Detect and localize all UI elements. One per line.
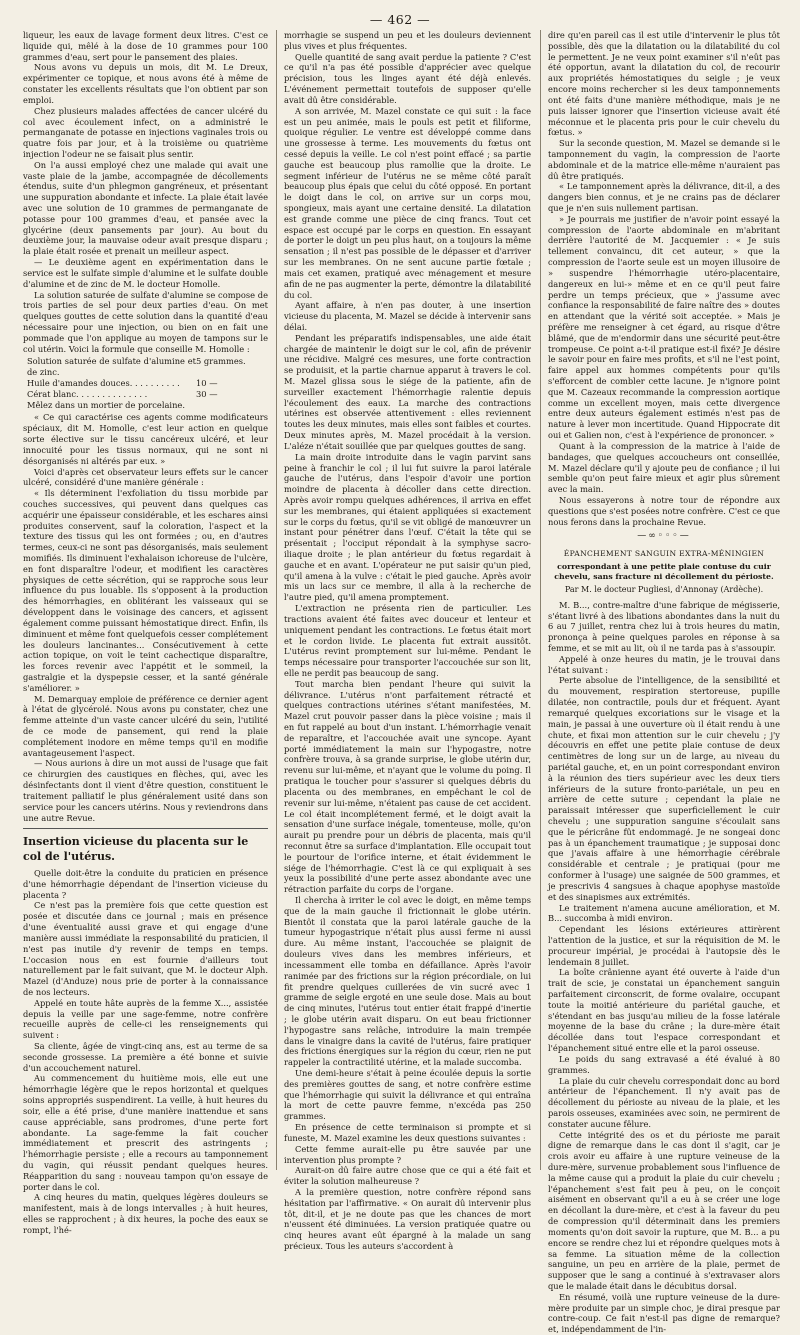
- paragraph: La plaie du cuir chevelu correspondait donc au bord antérieur de l'épanchement. Il n'y avait pas de décollement du périoste au niveau de la plaie, et les parois osseuses, examinées avec soin, ne permirent de constater aucune fêlure.: [548, 1075, 780, 1129]
- paragraph: « Ils déterminent l'exfoliation du tissu morbide par couches successives, qui peuvent dans quelques cas acquérir une épaisseur considérable, et les eschares ainsi produites conservent, sauf la coloration, l'aspect et la texture des tissus qui les ont formées ; ou, en d'autres termes, ceux-ci ne sont pas désorganisés, mais seulement momifiés. Ils diminuent l'exhalaison ichoreuse de l'ulcère, en font disparaître l'odeur, et modifient les caractères physiques de cette sécrétion, qui se rapproche sous leur influence du pus louable. Ils s'opposent à la production des hémorrhagies, en oblitérant les vaisseaux qui se développent dans le voisinage des cancers, et agissent également comme puissant hémostatique direct. Enfin, ils diminuent et même font quelquefois cesser complétement les douleurs lancinantes... Consécutivement à cette action topique, on voit le teint cachectique disparaître, les forces revenir avec l'appétit et le sommeil, la gastralgie et la dyspepsie cesser, et la santé générale s'améliorer. »: [23, 488, 268, 693]
- paragraph: Le traitement n'amena aucune amélioration, et M. B... succomba à midi environ.: [548, 902, 780, 924]
- formula-quantity: 5 grammes.: [196, 356, 246, 367]
- formula-line: [27, 378, 268, 389]
- formula-ingredient: Huile d'amandes douces. . . . . . . . . .: [27, 378, 180, 388]
- section-title: Insertion vicieuse du placenta sur le col de l'utérus.: [23, 835, 249, 863]
- paragraph: La main droite introduite dans le vagin parvint sans peine à franchir le col ; il lui fut suivre la paroi latérale gauche de l'utérus, dans l'espoir d'avoir une portion moindre de placenta à décoller dans cette direction. Après avoir rompu quelques adhérences, il arriva en effet sur les membranes, qui étaient appliquées si exactement sur le corps du fœtus, qu'il se vit obligé de manœuvrer un instant pour pénétrer dans l'œuf. C'était la tête qui se présentait ; l'occiput répondait à la symphyse sacro-iliaque droite ; le plan antérieur du fœtus regardait à gauche et en avant. L'opérateur ne put saisir qu'un pied, qu'il amena à la vulve : c'était le pied gauche. Après avoir mis un lacs sur ce membre, il alla à la recherche de l'autre pied, qu'il amena promptement.: [284, 451, 531, 603]
- paragraph: Au commencement du huitième mois, elle eut une hémorrhagie légère que le repos horizontal et quelques soins appropriés suspendirent. La veille, à huit heures du soir, elle a été prise, d'une manière inattendue et sans cause appréciable, sans prodromes, d'une perte fort abondante. La sage-femme la fait coucher immédiatement et prescrit des astringents ; l'hémorrhagie persiste ; elle a recours au tamponnement du vagin, qui réussit pendant quelques heures. Réapparition du sang : nouveau tampon qu'on essaye de porter dans le col.: [23, 1073, 268, 1192]
- paragraph: « Le tamponnement après la délivrance, dit-il, a des dangers bien connus, et je ne crains pas de déclarer que je n'en suis nullement partisan.: [548, 181, 780, 213]
- paragraph: Nous avons vu depuis un mois, dit M. Le Dreux, expérimenter ce topique, et nous avons été à même de constater les excellents résultats que l'on obtient par son emploi.: [23, 62, 268, 105]
- paragraph: dire qu'en pareil cas il est utile d'intervenir le plus tôt possible, dès que la dilatation ou la dilatabilité du col le permettent. Je ne veux point examiner s'il n'eût pas été opportun, avant la dilatation du col, de recourir aux propriétés hémostatiques du seigle ; je veux encore moins rechercher si les deux tamponnements ont été faits d'une manière méthodique, mais je ne puis laisser ignorer que l'insertion vicieuse avait été méconnue et le placenta pris pour le cuir chevelu du fœtus. »: [548, 30, 780, 138]
- paragraph: A son arrivée, M. Mazel constate ce qui suit : la face est un peu animée, mais le pouls est petit et filiforme, quoique régulier. Le ventre est développé comme dans une grossesse à terme. Les mouvements du fœtus ont cessé depuis la veille. Le col n'est point effacé ; sa partie gauche est beaucoup plus ramollie que la droite. Le segment inférieur de l'utérus ne se même côté paraît beaucoup plus épais que celui du côté opposé. En portant le doigt dans le col, on arrive sur un corps mou, spongieux, mais ayant une certaine densité. La dilatation est grande comme une pièce de cinq francs. Tout cet espace est occupé par le corps en question. En essayant de porter le doigt un peu plus haut, on a toujours la même sensation ; il n'est pas possible de le dépasser et d'arriver sur les membranes. On ne sent aucune partie fœtale ; mais cet examen, pratiqué avec ménagement et mesure afin de ne pas augmenter la perte, démontre la dilatabilité du col.: [284, 105, 531, 300]
- paragraph: La solution saturée de sulfate d'alumine se compose de trois parties de sel pour deux parties d'eau. On met quelques gouttes de cette solution dans la quantité d'eau nécessaire pour une injection, ou bien on en fait une pommade que l'on applique au moyen de tampons sur le col utérin. Voici la formule que conseille M. Homolle :: [23, 289, 268, 354]
- paragraph: En présence de cette terminaison si prompte et si funeste, M. Mazel examine les deux questions suivantes :: [284, 1122, 531, 1143]
- formula-line: [27, 356, 268, 378]
- paragraph: Sur la seconde question, M. Mazel se demande si le tamponnement du vagin, la compression de l'aorte abdominale et de la matrice elle-même n'auraient pas dû être pratiqués.: [548, 138, 780, 181]
- paragraph: Tout marcha bien pendant l'heure qui suivit la délivrance. L'utérus n'ont parfaitement rétracté et quelques contractions utérines s'étant manifestées, M. Mazel crut pouvoir passer dans la pièce voisine ; mais il en fut rappelé au bout d'un instant. L'hémorrhagie venait de reparaître, et l'accouchée avait une syncope. Ayant porté immédiatement la main sur l'hypogastre, notre confrère trouva, à sa grande surprise, le globe utérin dur, revenu sur lui-même, et n'ayant que le volume du poing. Il pratiqua le toucher pour s'assurer si quelques débris du placenta ou des membranes, en empêchant le col de revenir sur lui-même, n'étaient pas cause de cet accident. Le col était incomplétement fermé, et le doigt avait la sensation d'une surface inégale, tomenteuse, molle, qu'on aurait pu prendre pour un débris de placenta, mais qu'il reconnut être sa surface d'implantation. Elle occupait tout le pourtour de l'orifice interne, et était évidemment le siége de l'hémorrhagie. C'est là ce qui expliquait à ses yeux la possibilité d'une perte assez abondante avec une rétraction parfaite du corps de l'organe.: [284, 678, 531, 895]
- paragraph: Nous essayerons à notre tour de répondre aux questions que s'est posées notre confrère. C'est ce que nous ferons dans la prochaine Revue.: [548, 494, 781, 527]
- formula: [27, 356, 268, 410]
- formula-quantity: 30 —: [196, 388, 218, 399]
- paragraph: Aurait-on dû faire autre chose que ce qui a été fait et éviter la solution malheureuse ?: [284, 1165, 531, 1187]
- paragraph: L'extraction ne présenta rien de particulier. Les tractions avaient été faites avec douceur et lenteur et uniquement pendant les contractions. Le fœtus était mort et le cordon livide. Le placenta fut extrait aussitôt. L'utérus revint promptement sur lui-même. Pendant le temps nécessaire pour transporter l'accouchée sur son lit, elle ne perdit pas beaucoup de sang.: [284, 603, 531, 678]
- paragraph: Cette intégrité des os et du périoste me parait digne de remarque dans le cas dont il s'agit, car je crois avoir eu affaire à une rupture veineuse de la dure-mère, survenue probablement sous l'influence de la même cause qui a produit la plaie du cuir chevelu ; l'épanchement s'est fait peu à peu, on le conçoit aisément en observant qu'il a eu à se créer une loge en décollant la dure-mère, et c'est à la faveur du peu de compression qu'il déterminait dans les premiers moments qu'on doit savoir la rupture, que M. B... a pu encore se rendre chez lui et répondre quelques mots à sa femme. La situation même de la collection sanguine, un peu en arrière de la plaie, permet de supposer que le sang a continué à s'extravaser alors que le malade était dans le décubitus dorsal.: [548, 1129, 780, 1291]
- paragraph: — Nous aurions à dire un mot aussi de l'usage que fait ce chirurgien des caustiques en flèches, qui, avec les désinfectants dont il vient d'être question, constituent le traitement palliatif le plus généralement usité dans son service pour les cancers utérins. Nous y reviendrons dans une autre Revue.: [23, 758, 268, 823]
- paragraph: Quelle quantité de sang avait perdue la patiente ? C'est ce qu'il n'a pas été possible d'apprécier avec quelque précision, tous les linges ayant été déjà enlevés. L'événement permettait toutefois de supposer qu'elle avait dû être considérable.: [284, 51, 531, 105]
- paragraph: morrhagie se suspend un peu et les douleurs deviennent plus vives et plus fréquentes.: [284, 30, 531, 51]
- ornament-separator: —∞◦◦◦—: [637, 531, 691, 542]
- paragraph: liqueur, les eaux de lavage forment deux litres. C'est ce liquide qui, mêlé à la dose de 10 grammes pour 100 grammes d'eau, sert pour le pansement des plaies.: [23, 30, 268, 62]
- paragraph: M. Demarquay emploie de préférence ce dernier agent à l'état de glycérolé. Nous avons pu constater, chez une femme atteinte d'un vaste cancer ulcéré du sein, l'utilité de ce mode de pansement, qui rend la plaie complétement inodore en même temps qu'il en modifie avantageusement l'aspect.: [23, 693, 268, 758]
- section-rule: [23, 828, 268, 829]
- paragraph: A la première question, notre confrère répond sans hésitation par l'affirmative. « On aurait dû intervenir plus tôt, dit-il, et je ne doute pas que les chances de mort n'eussent été diminuées. La version pratiquée quatre ou cinq heures avant eût épargné à la malade un sang précieux. Tous les auteurs s'accordent à: [284, 1186, 531, 1251]
- paragraph: Appelé en toute hâte auprès de la femme X..., assistée depuis la veille par une sage-femme, notre confrère recueille auprès de celle-ci les renseignements qui suivent :: [23, 997, 268, 1041]
- article-subtitle: correspondant à une petite plaie contuse du cuir chevelu, sans fracture ni décollement du périoste.: [554, 562, 774, 582]
- paragraph: Une demi-heure s'était à peine écoulée depuis la sortie des premières gouttes de sang, et notre confrère estime que l'hémorrhagie qui suivit la délivrance et qui entraîna la mort de cette pauvre femme, n'excéda pas 250 grammes.: [284, 1068, 531, 1122]
- column-right: [548, 30, 781, 1335]
- paragraph: Appelé à onze heures du matin, je le trouvai dans l'état suivant :: [548, 653, 780, 675]
- formula-ingredient: Cérat blanc. . . . . . . . . . . . . .: [27, 388, 148, 399]
- formula-ingredient: Solution saturée de sulfate d'alumine et de zinc.: [27, 356, 196, 378]
- paragraph: Chez plusieurs malades affectées de cancer ulcéré du col avec écoulement infect, on a administré le permanganate de potasse en injections vaginales trois ou quatre fois par jour, et à la troisième ou quatrième injection l'odeur ne se faisait plus sentir.: [23, 105, 268, 159]
- article-title: ÉPANCHEMENT SANGUIN EXTRA-MÉNINGIEN: [563, 549, 765, 559]
- paragraph: » Je pourrais me justifier de n'avoir point essayé la compression de l'aorte abdominale en m'abritant derrière l'autorité de M. Jacquemier : « Je suis tellement convaincu, dit cet auteur, » que la compression de l'aorte seule est un moyen illusoire de » suspendre l'hémorrhagie utéro-placentaire, dangereux en lui-» même et en ce qu'il peut faire perdre un temps précieux, que » j'assume avec confiance la responsabilité de faire naître des » doutes en attendant que la vérité soit acceptée. » Mais je préfère me renseigner à cet égard, au risque d'être blâmé, que de m'endormir dans une sécurité peut-être trompeuse. Ce point a-t-il pratique est-il fixé? Je désire le savoir pour en faire mes profits, et s'il ne l'est point, faire appel aux hommes compétents pour qu'ils s'efforcent de combler cette lacune. Je n'ignore point que M. Cazeaux recommande la compression aortique comme un excellent moyen, mais cette divergence entre deux auteurs également estimés n'est pas de nature à lever mon incertitude. Quand Hippocrate dit oui et Galien non, c'est à l'expérience de prononcer. »: [548, 213, 780, 441]
- paragraph: Pendant les préparatifs indispensables, une aide était chargée de maintenir le doigt sur le col, afin de prévenir une récidive. Malgré ces mesures, une forte contraction se produisit, et la partie charnue apparut à travers le col. M. Mazel glissa sous le siége de la patiente, afin de surveiller exactement l'hémorrhagie ralentie depuis l'écoulement des eaux. La marche des contractions utérines est observée attentivement : elles reviennent toutes les deux minutes, mais elles sont faibles et courtes. Deux minutes après, M. Mazel procédait à la version. L'aléze n'était souillée que par quelques gouttes de sang.: [284, 332, 531, 451]
- column-left: [23, 30, 268, 1235]
- page-number: — 462 —: [369, 12, 431, 27]
- paragraph: La boîte crânienne ayant été ouverte à l'aide d'un trait de scie, je constatai un épanchement sanguin parfaitement circonscrit, de forme ovalaire, occupant toute la moitié antérieure du pariétal gauche, et s'étendant en bas jusqu'au milieu de la fosse latérale moyenne de la base du crâne ; la dure-mère était décollée dans tout l'espace correspondant et l'épanchement situé entre elle et la paroi osseuse.: [548, 967, 780, 1054]
- formula-note: Mêlez dans un mortier de porcelaine.: [27, 399, 185, 410]
- formula-quantity: 10 —: [196, 378, 218, 388]
- paragraph: Quelle doit-être la conduite du praticien en présence d'une hémorrhagie dépendant de l'insertion vicieuse du placenta ?: [23, 868, 268, 900]
- paragraph: A cinq heures du matin, quelques légères douleurs se manifestent, mais à de longs intervalles ; à huit heures, elles se rapprochent ; à dix heures, la poche des eaux se rompt, l'hé-: [23, 1192, 268, 1235]
- column-middle: [284, 30, 531, 1251]
- article-author: Par M. le docteur Pugliesi, d'Annonay (Ardèche).: [564, 585, 764, 595]
- paragraph: — Le deuxième agent en expérimentation dans le service est le sulfate simple d'alumine et le sulfate double d'alumine et de zinc de M. le docteur Homolle.: [23, 257, 268, 289]
- paragraph: Voici d'après cet observateur leurs effets sur le cancer ulcéré, considéré d'une manière générale :: [23, 466, 268, 488]
- paragraph: Le poids du sang extravasé a été évalué à 80 grammes.: [548, 1053, 780, 1075]
- paragraph: « Ce qui caractérise ces agents comme modificateurs spéciaux, dit M. Homolle, c'est leur action en quelque sorte élective sur le tissu cancéreux ulcéré, et leur innocuité pour les tissus normaux, qui ne sont ni désorganisés ni altérés par eux. »: [23, 412, 268, 466]
- paragraph: Il chercha à irriter le col avec le doigt, en même temps que de la main gauche il frictionnait le globe utérin. Bientôt il constata que la paroi latérale gauche de la tumeur hypogastrique n'était plus aussi ferme ni aussi dure. Au même instant, l'accouchée se plaignit de douleurs vives dans les membres inférieurs, et incessamment elle tomba en défaillance. Après l'avoir ranimée par des frictions sur la région précordiale, on lui fit prendre quelques cuillerées de vin sucré avec 1 gramme de seigle ergoté en une seule dose. Mais au bout de cinq minutes, l'utérus tout entier était frappé d'inertie ; le globe utérin avait disparu. On eut beau frictionner l'hypogastre sans relâche, introduire la main trempée dans le vinaigre dans la cavité de l'utérus, faire pratiquer des frictions énergiques sur la région du cœur, rien ne put rappeler la contractilité utérine, et la malade succomba.: [284, 895, 531, 1068]
- paragraph: On l'a aussi employé chez une malade qui avait une vaste plaie de la jambe, accompagnée de décollements étendus, suite d'un phlegmon gangréneux, et présentant une suppuration abondante et infecte. La plaie était lavée avec une solution de 10 grammes de permanganate de potasse pour 100 grammes d'eau, et pansée avec la glycérine (deux pansements par jour). Au bout du deuxième jour, la mauvaise odeur avait presque disparu ; la plaie était rosée et prenait un meilleur aspect.: [23, 159, 268, 257]
- paragraph: Perte absolue de l'intelligence, de la sensibilité et du mouvement, respiration stertoreuse, pupille dilatée, non contractile, pouls dur et fréquent. Ayant remarqué quelques excoriations sur le visage et la main, je passai à une ouverture où il était rendu à une chute, et fixai mon attention sur le cuir chevelu ; j'y découvris en effet une petite plaie contuse de deux centimètres de long sur un de large, au niveau du pariétal gauche, et, en un point correspondant environ à la réunion des tiers supérieur avec les deux tiers inférieurs de la suture fronto-pariétale, un peu en arrière de cette suture ; cependant la plaie ne paraissait intéresser que superficiellement le cuir chevelu ; une suppuration sanguine s'écoulait sans que le péricrâne fût endommagé. Je ne songeai donc pas à un épanchement traumatique ; je supposai donc que j'avais affaire à une hémorrhagie cérébrale considérable et centrale ; je pratiquai (pour me conformer à l'usage) une saignée de 500 grammes, et je prescrivis 4 sangsues à chaque apophyse mastoïde et des sinapismes aux extrémités.: [548, 675, 780, 902]
- column-divider: [276, 30, 277, 1170]
- paragraph: Sa cliente, âgée de vingt-cinq ans, est au terme de sa seconde grossesse. La première a été bonne et suivie d'un accouchement naturel.: [23, 1041, 268, 1073]
- column-divider: [540, 30, 541, 1170]
- paragraph: Cependant les lésions extérieures attirèrent l'attention de la justice, et sur la réquisition de M. le procureur impérial, je procédai à l'autopsie dès le lendemain 8 juillet.: [548, 924, 780, 967]
- paragraph: Ce n'est pas la première fois que cette question est posée et discutée dans ce journal ; mais en présence d'une éventualité aussi grave et qui engage d'une manière aussi immédiate la responsabilité du praticien, il n'est pas inutile d'y revenir de temps en temps. L'occasion nous en est fournie d'ailleurs tout naturellement par le fait suivant, que M. le docteur Alph. Mazel (d'Anduze) nous prie de porter à la connaissance de nos lecteurs.: [23, 900, 268, 997]
- paragraph: Cette femme aurait-elle pu être sauvée par une intervention plus prompte ?: [284, 1143, 531, 1165]
- paragraph: Ayant affaire, à n'en pas douter, à une insertion vicieuse du placenta, M. Mazel se décide à intervenir sans délai.: [284, 300, 531, 332]
- paragraph: M. B..., contre-maître d'une fabrique de mégisserie, s'étant livré à des libations abondantes dans la nuit du 6 au 7 juillet, rentra chez lui à trois heures du matin, prononça à peine quelques paroles en réponse à sa femme, et se mit au lit, où il ne tarda pas à s'assoupir.: [548, 599, 780, 654]
- paragraph: En résumé, voilà une rupture veineuse de la dure-mère produite par un simple choc, je dirai presque par contre-coup. Ce fait n'est-il pas digne de remarque? et, indépendamment de l'in-: [548, 1291, 780, 1335]
- formula-line: [27, 389, 268, 400]
- paragraph: Quant à la compression de la matrice à l'aide de bandages, que quelques accoucheurs ont conseillée, M. Mazel déclare qu'il y ajoute peu de confiance ; il lui semble qu'on peut faire mieux et agir plus sûrement avec la main.: [548, 440, 780, 495]
